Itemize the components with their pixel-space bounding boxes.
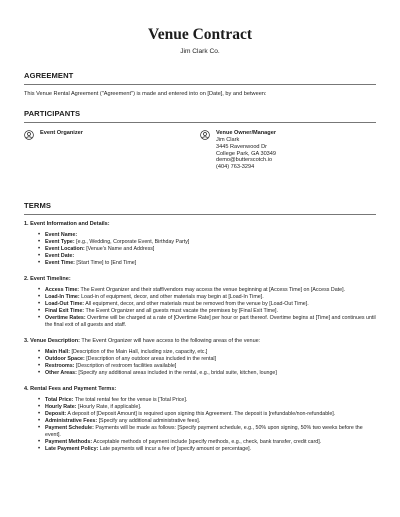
list-item: • Event Time: [Start Time] to [End Time]	[45, 260, 376, 267]
page-title: Venue Contract	[147, 26, 253, 43]
term-section-heading: 4. Rental Fees and Payment Terms:	[24, 385, 117, 392]
agreement-text: This Venue Rental Agreement ("Agreement") is made and entered into on [Date], by and between:	[24, 91, 267, 97]
organizer-party	[24, 130, 200, 171]
owner-address-line1: 3445 Ravenwood Dr	[216, 143, 267, 150]
list-item: • Hourly Rate: [Hourly Rate, if applicable].	[45, 404, 376, 411]
list-item: • Payment Schedule: Payments will be made as follows: [Specify payment schedule, e.g., 50% upon signing, 50% two weeks before the event].	[45, 425, 376, 439]
owner-party	[200, 130, 376, 171]
term-list	[24, 397, 376, 453]
list-item: • Main Hall: [Description of the Main Hall, including size, capacity, etc.]	[45, 349, 376, 356]
list-item: • Load-Out Time: All equipment, decor, and other materials must be removed from the venue by [Load-Out Time].	[45, 301, 376, 308]
person-icon	[24, 130, 34, 140]
agreement-heading: AGREEMENT	[24, 71, 74, 80]
owner-address-line2: College Park, GA 30349	[216, 150, 277, 157]
term-section-heading: 3. Venue Description: The Event Organizer will have access to the following areas of the venue:	[24, 337, 261, 344]
owner-title: Venue Owner/Manager	[216, 130, 276, 136]
list-item: • Late Payment Policy: Late payments will incur a fee of [specify amount or percentage].	[45, 446, 376, 453]
term-section-heading: 1. Event Information and Details:	[24, 220, 110, 227]
list-item: • Overtime Rates: Overtime will be charged at a rate of [Overtime Rate] per hour or part thereof. Overtime begins at [Time] and continues until the final exit of all guests and staff.	[45, 315, 376, 329]
list-item: • Total Price: The total rental fee for the venue is [Total Price].	[45, 397, 376, 404]
list-item: • Event Date:	[45, 253, 376, 260]
list-item: • Final Exit Time: The Event Organizer and all guests must vacate the premises by [Final Exit Time].	[45, 308, 376, 315]
list-item: • Access Time: The Event Organizer and their staff/vendors may access the venue beginning at [Access Time] on [Access Date].	[45, 287, 376, 294]
list-item: • Load-In Time: Load-in of equipment, decor, and other materials may begin at [Load-In Time].	[45, 294, 376, 301]
divider	[24, 122, 376, 123]
term-list	[24, 287, 376, 329]
term-list	[24, 349, 376, 377]
terms-heading: TERMS	[24, 200, 52, 210]
owner-phone: (404) 763-3294	[216, 164, 255, 171]
list-item: • Event Type: [e.g., Wedding, Corporate Event, Birthday Party]	[45, 239, 376, 246]
list-item: • Restrooms: [Description of restroom facilities available]	[45, 363, 376, 370]
participants-block	[24, 130, 376, 171]
person-icon	[200, 130, 210, 140]
list-item: • Other Areas: [Specify any additional areas included in the rental, e.g., bridal suite, kitchen, lounge]	[45, 370, 376, 377]
term-section-heading: 2. Event Timeline:	[24, 275, 71, 282]
list-item: • Outdoor Space: [Description of any outdoor areas included in the rental]	[45, 356, 376, 363]
organizer-title: Event Organizer	[40, 130, 83, 136]
owner-email: demo@butterscotch.io	[216, 157, 273, 164]
term-section-intro: The Event Organizer will have access to the following areas of the venue:	[79, 337, 261, 344]
company-name: Jim Clark Co.	[180, 48, 220, 55]
list-item: • Event Name:	[45, 232, 376, 239]
participants-heading: PARTICIPANTS	[24, 109, 81, 118]
divider	[24, 84, 376, 85]
list-item: • Administrative Fees: [Specify any additional administrative fees].	[45, 418, 376, 425]
list-item: • Event Location: [Venue's Name and Address]	[45, 246, 376, 253]
list-item: • Payment Methods: Acceptable methods of payment include [specify methods, e.g., check, bank transfer, credit card].	[45, 439, 376, 446]
owner-name: Jim Clark	[216, 137, 240, 143]
term-list	[24, 232, 376, 267]
list-item: • Deposit: A deposit of [Deposit Amount] is required upon signing this Agreement. The deposit is [refundable/non-refundable].	[45, 411, 376, 418]
divider	[24, 214, 376, 215]
